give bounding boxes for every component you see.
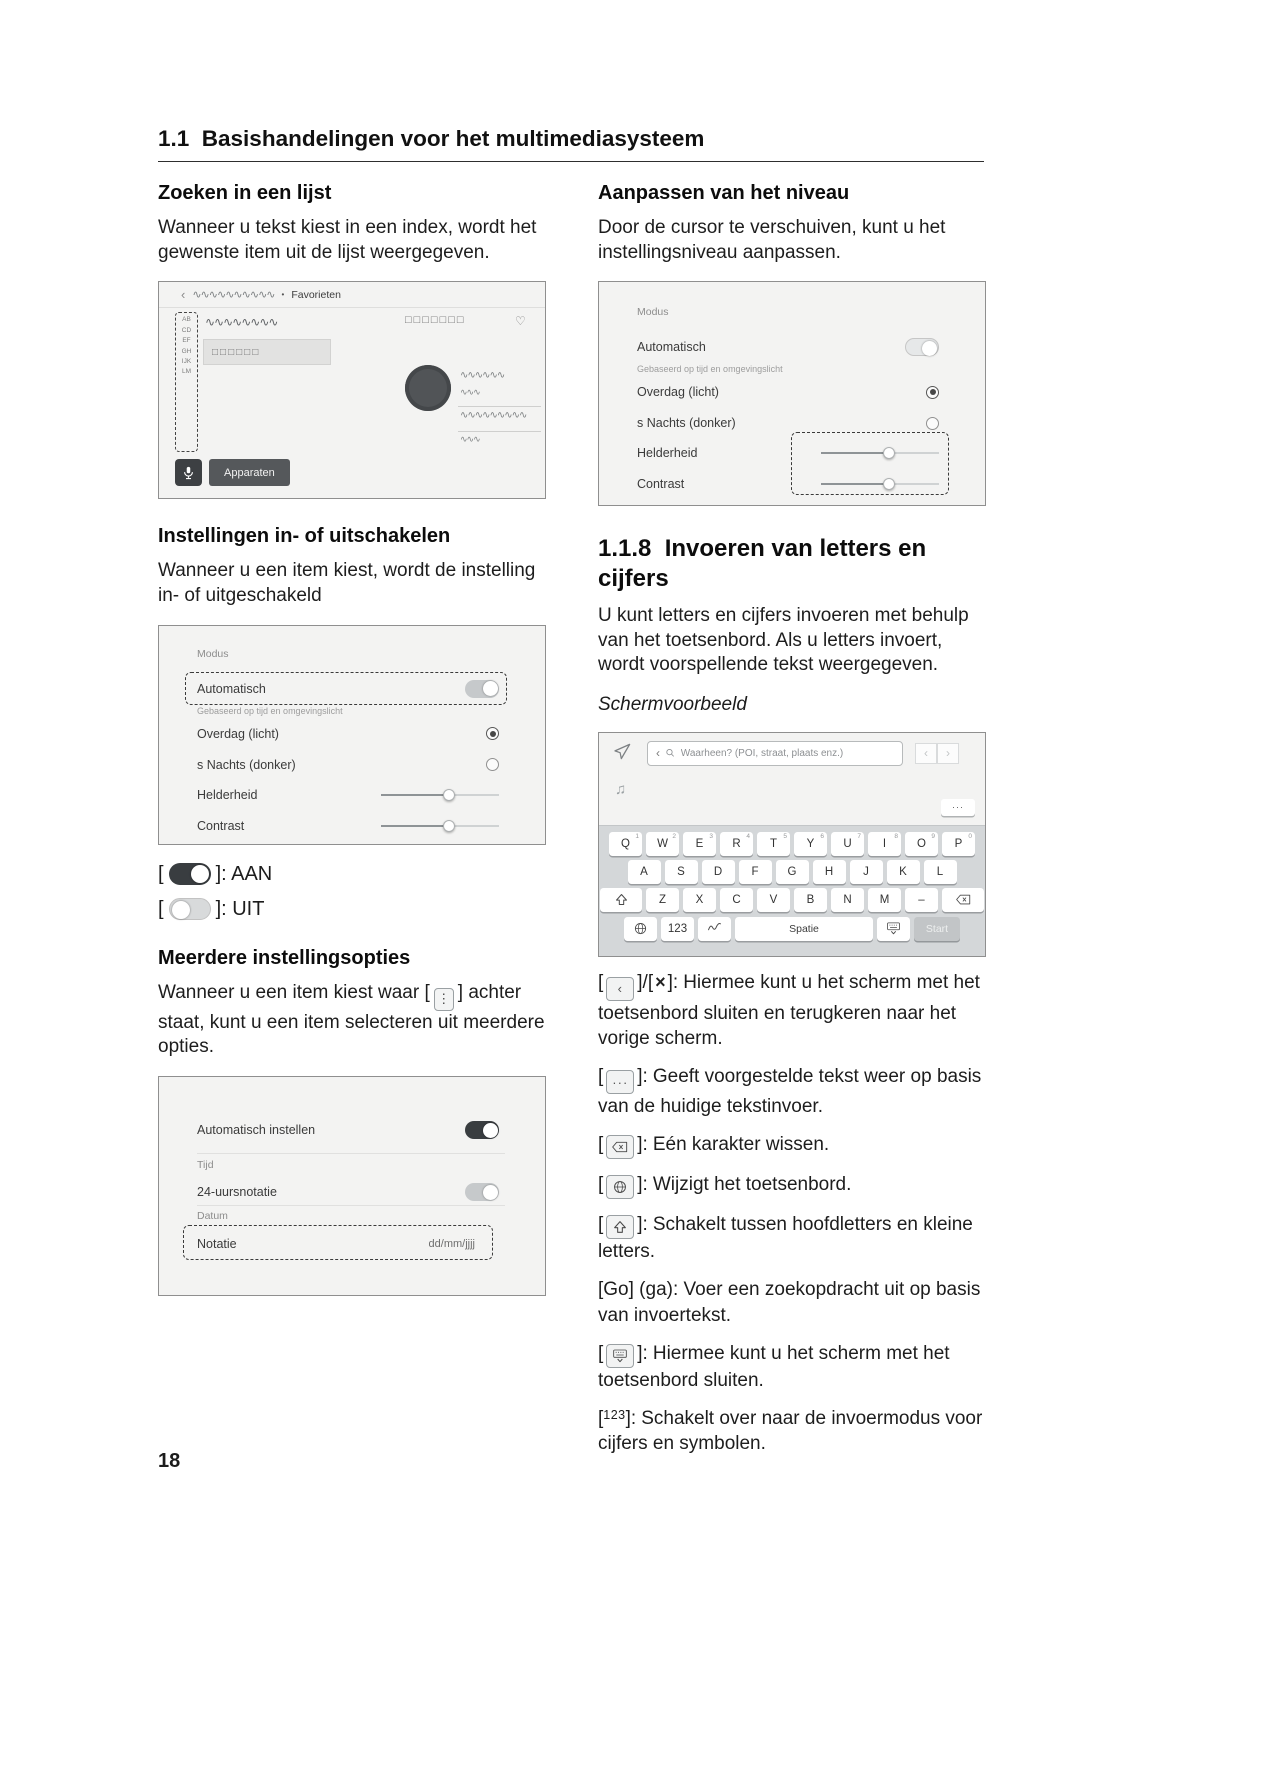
- date-group-label: Datum: [197, 1210, 228, 1223]
- more-options-icon: ⋮: [434, 988, 454, 1011]
- contrast-label: Contrast: [197, 818, 245, 833]
- shift-icon: [614, 892, 629, 907]
- automatic-label: Automatisch: [637, 340, 706, 355]
- breadcrumb-separator: •: [281, 290, 285, 300]
- h24-row[interactable]: [197, 1179, 499, 1205]
- key-n[interactable]: N: [831, 888, 864, 912]
- auto-set-row[interactable]: [197, 1117, 499, 1143]
- multi-text-post: ] achter staat, kunt u een item selecteren uit meerdere opties.: [158, 981, 545, 1058]
- divider: [197, 1205, 505, 1206]
- day-row[interactable]: [197, 724, 499, 744]
- h24-toggle[interactable]: [465, 1183, 499, 1201]
- key-w[interactable]: W 2: [646, 832, 679, 856]
- suggestions-key-icon: ···: [606, 1070, 634, 1094]
- globe-key-icon: [606, 1175, 634, 1199]
- keyboard-hide-icon: [886, 921, 901, 936]
- numeric-mode-label: 123: [603, 1407, 626, 1422]
- modus-label: Modus: [637, 306, 669, 319]
- keyboard: [599, 825, 985, 956]
- night-row[interactable]: [197, 755, 499, 775]
- key-x[interactable]: X: [683, 888, 716, 912]
- figure-settings-toggle: [158, 625, 546, 845]
- checkbox-row: □□□□□□□: [405, 314, 466, 327]
- key-s[interactable]: S: [665, 860, 698, 884]
- keyboard-row-1: [599, 832, 985, 856]
- detail-line: ∿∿∿∿∿∿∿∿∿: [460, 410, 527, 422]
- body-multi-options: [158, 981, 546, 1060]
- page-content: [158, 126, 984, 1456]
- key-keyboard-hide[interactable]: [877, 917, 910, 941]
- key-123[interactable]: 123: [661, 917, 694, 941]
- key-r[interactable]: R 4: [720, 832, 753, 856]
- legend-off-row: [158, 898, 546, 921]
- navigation-arrow-icon: [613, 742, 632, 761]
- notation-value: dd/mm/jjjj: [428, 1238, 475, 1251]
- notation-row[interactable]: [197, 1231, 499, 1257]
- brightness-slider[interactable]: [381, 788, 499, 802]
- key-descriptions: [598, 970, 986, 1456]
- day-radio[interactable]: [486, 727, 499, 740]
- chevron-left-key-icon: ‹: [606, 977, 634, 1001]
- night-radio[interactable]: [486, 758, 499, 771]
- selected-list-item[interactable]: [203, 339, 331, 365]
- automatic-label: Automatisch: [197, 681, 266, 696]
- note-shift: [ ]: Schakelt tussen hoofdletters en kleine letters.: [598, 1214, 973, 1263]
- night-row[interactable]: [637, 413, 939, 433]
- note-suggestions: [ ··· ]: Geeft voorgestelde tekst weer op basis van de huidige tekstinvoer.: [598, 1065, 982, 1118]
- detail-line: ∿∿∿∿∿∿: [460, 370, 505, 382]
- back-chevron-icon[interactable]: ‹: [181, 287, 186, 303]
- day-label: Overdag (licht): [637, 385, 719, 400]
- modus-label: Modus: [197, 647, 229, 660]
- detail-separator: [458, 431, 541, 432]
- index-strip[interactable]: [175, 312, 198, 452]
- day-row[interactable]: [637, 382, 939, 402]
- music-note-icon: ♫: [615, 780, 627, 798]
- note-globe: [ ]: Wijzigt het toetsenbord.: [598, 1172, 986, 1199]
- divider: [197, 1153, 505, 1154]
- body-toggle-settings: Wanneer u een item kiest, wordt de instelling in- of uitgeschakeld: [158, 560, 536, 607]
- key-k[interactable]: K: [887, 860, 920, 884]
- key-t[interactable]: T 5: [757, 832, 790, 856]
- search-input[interactable]: [681, 748, 894, 759]
- key-shift[interactable]: [600, 888, 642, 912]
- figure-search-list: [158, 281, 546, 499]
- time-group-label: Tijd: [197, 1159, 214, 1172]
- multi-text-pre: Wanneer u een item kiest waar [: [158, 981, 430, 1003]
- keyboard-row-3: [599, 888, 985, 912]
- auto-set-label: Automatisch instellen: [197, 1123, 316, 1138]
- search-back-chevron-icon[interactable]: ‹: [656, 746, 660, 761]
- automatic-toggle[interactable]: [905, 338, 939, 356]
- note-123: [$^{123}$]: Schakelt over naar de invoermodus voor cijfers en symbolen.: [598, 1407, 983, 1454]
- keyboard-row-4: [599, 917, 985, 941]
- key-y[interactable]: Y 6: [794, 832, 827, 856]
- heading-toggle-settings: Instellingen in- of uitschakelen: [158, 525, 451, 548]
- key-h[interactable]: H: [813, 860, 846, 884]
- pager-next-button[interactable]: ›: [937, 743, 959, 764]
- note-go: [Go] (ga): Voer een zoekopdracht uit op basis van invoertekst.: [598, 1279, 981, 1326]
- key-start[interactable]: Start: [914, 917, 960, 941]
- note-close-keys: [ ‹ ]/[ × ]: Hiermee kunt u het scherm met het toetsenbord sluiten en terugkeren naar het vorige scherm.: [598, 971, 980, 1049]
- heading-search-list: Zoeken in een lijst: [158, 182, 332, 204]
- key-dash[interactable]: –: [905, 888, 938, 912]
- subheading-screen-example: Schermvoorbeeld: [598, 693, 747, 715]
- night-label: s Nachts (donker): [197, 757, 296, 772]
- key-m[interactable]: M: [868, 888, 901, 912]
- heading-letters: 1.1.8 Invoeren van letters en cijfers: [598, 535, 933, 592]
- automatic-row[interactable]: [197, 676, 499, 702]
- backspace-icon: [956, 892, 971, 907]
- shift-key-icon: [606, 1215, 634, 1239]
- key-z[interactable]: Z: [646, 888, 679, 912]
- key-l[interactable]: L: [924, 860, 957, 884]
- right-column: [598, 166, 986, 1456]
- key-v[interactable]: V: [757, 888, 790, 912]
- bracket: [: [158, 897, 164, 920]
- brightness-row: [637, 443, 939, 463]
- key-backspace[interactable]: [942, 888, 984, 912]
- search-field[interactable]: [647, 741, 903, 766]
- index-letters: ABCDEFGHIJKLM: [181, 316, 192, 376]
- detail-line: ∿∿∿: [460, 387, 480, 398]
- key-e[interactable]: E 3: [683, 832, 716, 856]
- h24-label: 24-uursnotatie: [197, 1185, 277, 1200]
- legend-off-label: ]: UIT: [215, 897, 265, 920]
- body-letters: U kunt letters en cijfers invoeren met behulp van het toetsenbord. Als u letters invoert, wordt voorspellende tekst weergegeven.: [598, 604, 969, 676]
- brightness-slider[interactable]: [821, 446, 939, 460]
- body-level: Door de cursor te verschuiven, kunt u het instellingsniveau aanpassen.: [598, 217, 946, 263]
- automatic-toggle[interactable]: [465, 680, 499, 698]
- contrast-label: Contrast: [637, 477, 685, 492]
- list-item-title: ∿∿∿∿∿∿∿∿: [205, 315, 278, 330]
- key-f[interactable]: F: [739, 860, 772, 884]
- favorite-heart-icon[interactable]: ♡: [515, 314, 526, 329]
- figure-clock-settings: [158, 1076, 546, 1296]
- header-rule: [158, 161, 984, 162]
- close-icon: ×: [655, 971, 666, 992]
- search-icon: [665, 747, 676, 759]
- contrast-slider[interactable]: [821, 477, 939, 491]
- key-handwriting[interactable]: [698, 917, 731, 941]
- note-backspace: [ ]: Eén karakter wissen.: [598, 1132, 986, 1159]
- key-space[interactable]: Spatie: [735, 917, 873, 941]
- key-p[interactable]: P 0: [942, 832, 975, 856]
- legend-on-label: ]: AAN: [215, 862, 273, 885]
- notation-label: Notatie: [197, 1237, 237, 1252]
- microphone-button[interactable]: [175, 459, 202, 486]
- figure-settings-level: [598, 281, 986, 506]
- key-globe[interactable]: [624, 917, 657, 941]
- key-b[interactable]: B: [794, 888, 827, 912]
- contrast-row: [197, 816, 499, 836]
- page-number: 18: [158, 1450, 181, 1472]
- toggle-legend: [158, 863, 546, 921]
- backspace-key-icon: [606, 1135, 634, 1159]
- left-column: [158, 166, 546, 1456]
- scribble-icon: [707, 921, 722, 936]
- result-pager: [915, 743, 959, 764]
- key-i[interactable]: I 8: [868, 832, 901, 856]
- night-radio[interactable]: [926, 417, 939, 430]
- automatic-subtext: Gebaseerd op tijd en omgevingslicht: [197, 705, 343, 716]
- list-breadcrumb: [159, 282, 545, 308]
- devices-button[interactable]: Apparaten: [209, 459, 290, 486]
- toggle-off-icon: [169, 898, 211, 920]
- key-a[interactable]: A: [628, 860, 661, 884]
- suggestions-key[interactable]: ···: [941, 799, 975, 816]
- selected-item-squares: □□□□□□: [212, 346, 261, 358]
- key-d[interactable]: D: [702, 860, 735, 884]
- automatic-row[interactable]: [637, 334, 939, 360]
- key-c[interactable]: C: [720, 888, 753, 912]
- day-label: Overdag (licht): [197, 726, 279, 741]
- key-g[interactable]: G: [776, 860, 809, 884]
- bracket: [: [158, 862, 164, 885]
- brightness-row: [197, 785, 499, 805]
- night-label: s Nachts (donker): [637, 416, 736, 431]
- figure-keyboard: [598, 732, 986, 957]
- key-u[interactable]: U 7: [831, 832, 864, 856]
- detail-line: ∿∿∿: [460, 434, 480, 445]
- legend-on-row: [158, 863, 546, 886]
- globe-icon: [633, 921, 648, 936]
- contrast-row: [637, 474, 939, 494]
- brightness-label: Helderheid: [637, 446, 698, 461]
- brightness-label: Helderheid: [197, 787, 258, 802]
- toggle-on-icon: [169, 863, 211, 885]
- detail-separator: [458, 406, 541, 407]
- day-radio[interactable]: [926, 386, 939, 399]
- body-search-list: Wanneer u tekst kiest in een index, wordt het gewenste item uit de lijst weergegeven.: [158, 217, 537, 263]
- keyboard-row-2: [599, 860, 985, 884]
- key-q[interactable]: Q 1: [609, 832, 642, 856]
- favorites-label: Favorieten: [291, 288, 341, 301]
- breadcrumb-squiggle: ∿∿∿∿∿∿∿∿∿∿: [192, 289, 275, 302]
- section-title: 1.1 Basishandelingen voor het multimediasysteem: [158, 126, 705, 151]
- keyboard-hide-key-icon: [606, 1344, 634, 1368]
- auto-set-toggle[interactable]: [465, 1121, 499, 1139]
- key-j[interactable]: J: [850, 860, 883, 884]
- heading-level: Aanpassen van het niveau: [598, 182, 850, 204]
- key-o[interactable]: O 9: [905, 832, 938, 856]
- automatic-subtext: Gebaseerd op tijd en omgevingslicht: [637, 364, 783, 375]
- note-keyboard-hide: [ ]: Hiermee kunt u het scherm met het toetsenbord sluiten.: [598, 1342, 950, 1391]
- heading-multi-options: Meerdere instellingsopties: [158, 946, 411, 969]
- contrast-slider[interactable]: [381, 819, 499, 833]
- pager-prev-button[interactable]: ‹: [915, 743, 937, 764]
- album-art: [405, 365, 451, 411]
